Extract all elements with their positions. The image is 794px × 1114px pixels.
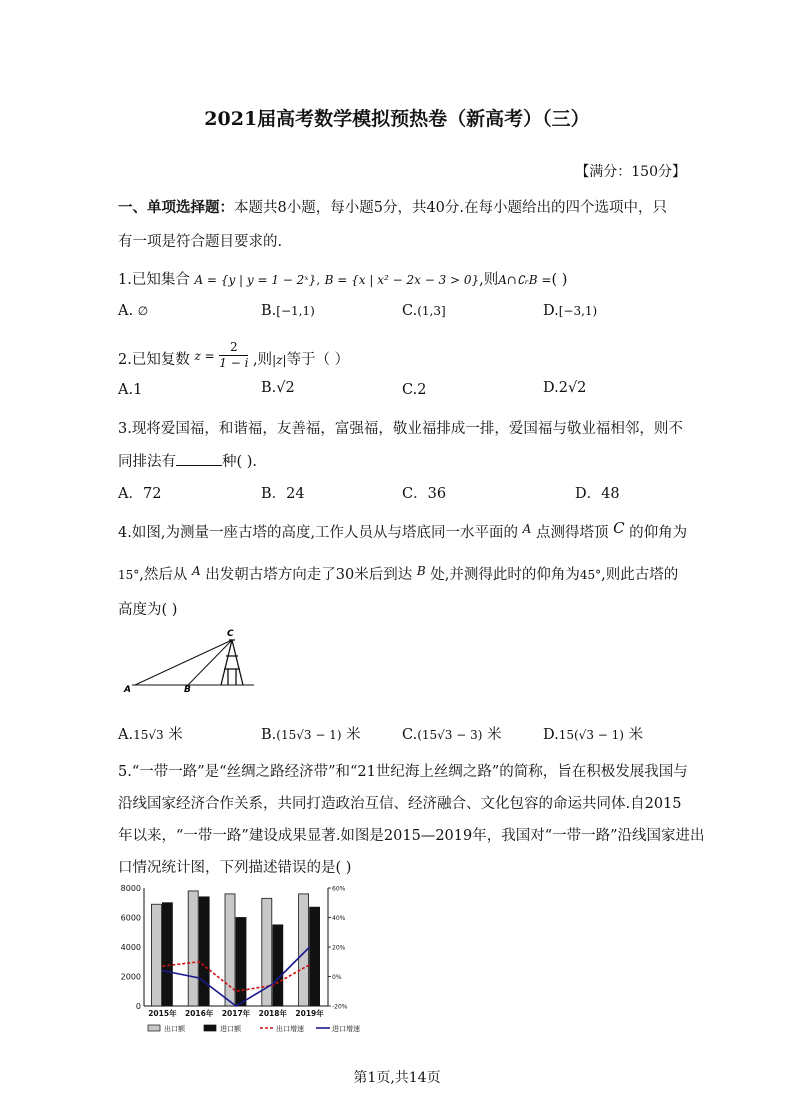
bar-import <box>162 903 172 1006</box>
figure-label-a: A <box>124 685 131 695</box>
section-desc-2: 有一项是符合题目要求的. <box>118 234 283 250</box>
x-tick-label: 2015年 <box>148 1009 177 1018</box>
question-2-stem <box>118 340 349 372</box>
q1-set-b: B = {x | x² − 2x − 3 > 0} <box>324 273 480 287</box>
full-score: 【满分：150分】 <box>575 164 686 180</box>
question-5-line-4: 口情况统计图，下列描述错误的是( ) <box>118 860 352 876</box>
x-tick-label: 2016年 <box>185 1009 214 1018</box>
question-5-line-3: 年以来，“一带一路”建设成果显著.如图是2015—2019年，我国对“一带一路”沿线国家进出 <box>118 828 705 844</box>
q1-then: ,则 <box>479 272 499 288</box>
q1-option-d: D.[−3,1) <box>543 303 598 319</box>
q2-prefix: 2.已知复数 <box>118 352 190 368</box>
q1-paren: ( ) <box>551 272 568 288</box>
q4-option-b: B.(15√3 − 1) 米 <box>261 727 361 743</box>
left-tick-label: 0 <box>135 1002 141 1011</box>
legend-label: 进口增速 <box>332 1025 360 1033</box>
q2-fraction <box>219 340 248 371</box>
trade-chart <box>110 880 380 1040</box>
left-tick-label: 2000 <box>120 972 141 982</box>
right-tick-label: 40% <box>332 915 346 922</box>
q4-option-d: D.15(√3 − 1) 米 <box>543 727 644 743</box>
section-title: 一、单项选择题： <box>118 199 234 216</box>
question-3-line-2: 同排法有 种( ). <box>118 454 258 470</box>
right-tick-label: 0% <box>332 974 342 981</box>
q1-set-a: A = {y | y = 1 − 2ˣ} <box>194 273 317 287</box>
bar-export <box>188 891 198 1006</box>
section-desc-1: 本题共8小题，每小题5分，共40分.在每小题给出的四个选项中，只 <box>234 200 668 216</box>
q1-option-b: B.[−1,1) <box>261 303 315 319</box>
bar-import <box>273 925 283 1006</box>
q2-then: ,则 <box>253 352 273 368</box>
figure-label-b: B <box>184 685 191 695</box>
q2-option-b: B.√2 <box>261 380 295 396</box>
question-4-line-2: 15°,然后从 $^A$ 出发朝古塔方向走了30米后到达 $^B$ 处,并测得此时的仰角为45°,则此古塔的 <box>118 564 679 583</box>
q2-abs-z: |z| <box>272 353 287 367</box>
legend-swatch <box>204 1025 216 1031</box>
left-tick-label: 4000 <box>120 943 141 952</box>
bar-import <box>310 907 320 1006</box>
legend-label: 出口额 <box>164 1025 185 1033</box>
q2-option-c: C.2 <box>402 382 427 398</box>
q3-option-d: D．48 <box>575 486 620 502</box>
legend-label: 出口增速 <box>276 1025 304 1033</box>
q2-option-d: D.2√2 <box>543 380 587 396</box>
legend-label: 进口额 <box>220 1025 241 1033</box>
question-4-line-3: 高度为( ) <box>118 602 178 618</box>
q1-comma: , <box>316 273 321 287</box>
q3-option-c: C．36 <box>402 486 447 502</box>
legend-swatch <box>148 1025 160 1031</box>
left-tick-label: 8000 <box>120 884 141 893</box>
q3-option-a: A．72 <box>118 486 162 502</box>
figure-label-c: C <box>227 629 234 639</box>
page-title: 2021届高考数学模拟预热卷（新高考）（三） <box>204 108 590 130</box>
q1-option-c: C.(1,3] <box>402 303 446 319</box>
x-tick-label: 2019年 <box>295 1009 324 1018</box>
tower <box>221 640 243 685</box>
left-tick-label: 6000 <box>120 913 141 923</box>
q1-prefix: 1.已知集合 <box>118 272 190 288</box>
question-5-line-2: 沿线国家经济合作关系，共同打造政治互信、经济融合、文化包容的命运共同体.自2015 <box>118 796 682 812</box>
sight-line-from-b <box>188 640 232 685</box>
bar-export <box>151 904 161 1006</box>
tower-figure <box>118 626 268 696</box>
right-tick-label: -20% <box>332 1003 348 1011</box>
question-5-line-1: 5.“一带一路”是“丝绸之路经济带”和“21世纪海上丝绸之路”的简称，旨在积极发展我国与 <box>118 764 688 780</box>
question-1-stem <box>118 268 567 289</box>
q4-option-a: A.15√3 米 <box>118 727 183 743</box>
sight-line-from-a <box>135 640 232 685</box>
q1-option-a: A. ∅ <box>118 303 149 319</box>
section-heading <box>118 196 667 217</box>
right-tick-label: 20% <box>332 944 346 952</box>
x-tick-label: 2017年 <box>221 1009 251 1018</box>
x-tick-label: 2018年 <box>258 1009 287 1018</box>
question-4-line-1: 4.如图,为测量一座古塔的高度,工作人员从与塔底同一水平面的 $^A$ 点测得塔顶 C 的仰角为 <box>118 519 688 541</box>
q3-option-b: B．24 <box>261 486 305 502</box>
q2-z: z = <box>194 349 215 363</box>
q2-tail: 等于（ ） <box>286 352 350 368</box>
q1-expr: A∩∁ᵣB = <box>498 273 552 287</box>
question-3-line-1: 3.现将爱国福，和谐福，友善福，富强福，敬业福排成一排，爱国福与敬业福相邻，则不 <box>118 421 683 437</box>
q2-option-a: A.1 <box>118 382 143 398</box>
bar-import <box>236 918 246 1007</box>
page-footer: 第1页,共14页 <box>353 1070 441 1086</box>
right-tick-label: 60% <box>332 885 346 893</box>
bar-import <box>199 897 209 1006</box>
q4-option-c: C.(15√3 − 3) 米 <box>402 727 502 743</box>
q2-denominator: 1 − i <box>219 356 249 370</box>
q2-numerator: 2 <box>219 340 248 356</box>
q3-answer-blank <box>176 453 222 466</box>
